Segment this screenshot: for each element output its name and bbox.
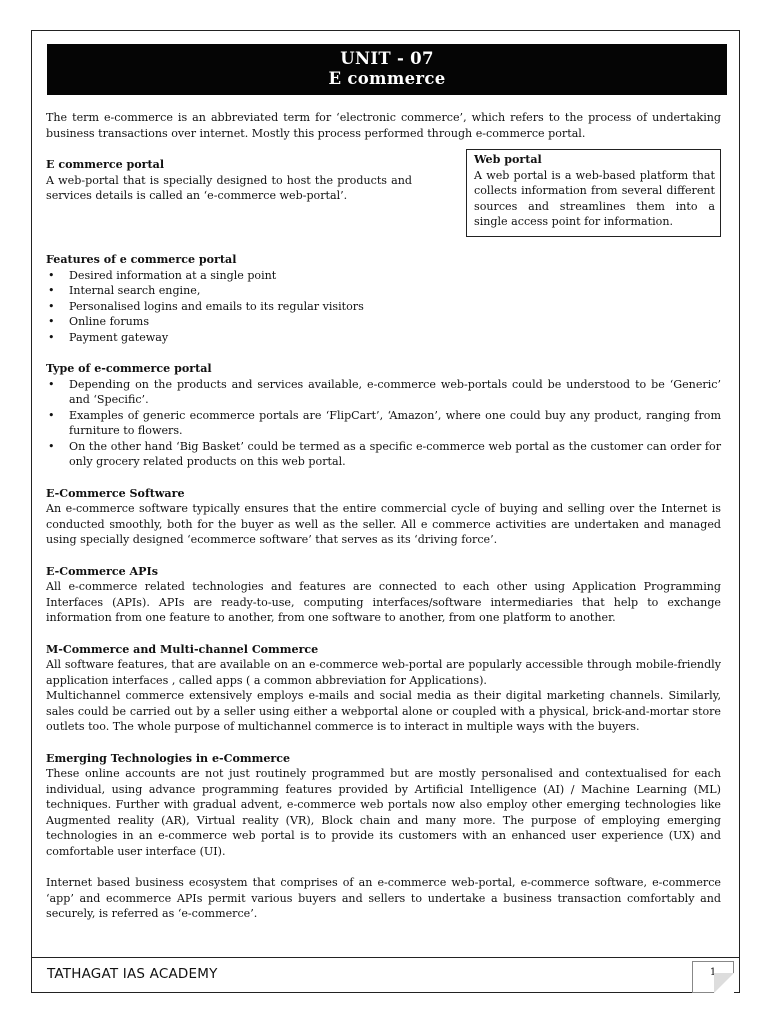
- page-curl-icon: [714, 973, 734, 993]
- list-item: • Examples of generic ecommerce portals are ‘FlipCart’, ‘Amazon’, where one could buy any product, ranging from furniture to flowers.: [48, 408, 721, 437]
- apis-heading: E-Commerce APIs: [46, 564, 158, 578]
- software-heading: E-Commerce Software: [46, 486, 185, 500]
- list-item: • On the other hand ‘Big Basket’ could be termed as a specific e-commerce web portal as the customer can order for only grocery related products on this web portal.: [48, 439, 721, 468]
- bullet-icon: •: [48, 330, 55, 344]
- academy-name: TATHAGAT IAS ACADEMY: [47, 966, 218, 982]
- unit-title: E commerce: [328, 69, 446, 88]
- bullet-icon: •: [48, 439, 55, 453]
- mcommerce-text-1: All software features, that are available on an e-commerce web-portal are popularly accessible through mobile-friendly application interfaces , called apps ( a common abbreviation for Applications).: [46, 658, 721, 687]
- unit-number: UNIT - 07: [340, 49, 434, 68]
- features-heading: Features of e commerce portal: [46, 253, 237, 266]
- web-portal-text: A web portal is a web-based platform that collects information from several different sources and streamlines them into a single access point for information.: [474, 168, 715, 228]
- bullet-icon: •: [48, 284, 55, 297]
- web-portal-box: [466, 149, 721, 237]
- apis-text: All e-commerce related technologies and features are connected to each other using Application Programming Interfaces (APIs). APIs are ready-to-use, computing interfaces/software intermediaries that help to exchange information from one feature to another, from one software to another, from one platform to another.: [46, 580, 721, 624]
- unit-header: [47, 44, 727, 95]
- mcommerce-heading: M-Commerce and Multi-channel Commerce: [46, 642, 319, 656]
- ecommerce-portal-text: A web-portal that is specially designed to host the products and services details is called an ‘e-commerce web-portal’.: [46, 173, 412, 202]
- document-body: [46, 110, 721, 922]
- intro-paragraph: The term e-commerce is an abbreviated term for ‘electronic commerce’, which refers to the process of undertaking business transactions over internet. Mostly this process performed through e-commerce portal.: [46, 111, 721, 140]
- bullet-icon: •: [48, 268, 55, 282]
- types-heading: Type of e-commerce portal: [46, 362, 212, 375]
- page-number-box: [692, 961, 734, 993]
- page-footer: [31, 957, 740, 993]
- list-item: • Personalised logins and emails to its regular visitors: [48, 299, 364, 313]
- list-item: • Internal search engine,: [48, 284, 201, 297]
- bullet-icon: •: [48, 299, 55, 313]
- bullet-icon: •: [48, 377, 55, 391]
- types-list: [46, 377, 721, 470]
- mcommerce-text-2: Multichannel commerce extensively employs e-mails and social media as their digital marketing channels. Similarly, sales could be carried out by a seller using either a webportal alone or coupled with a physical, brick-and-mortar store outlets too. The whole purpose of multichannel commerce is to interact in multiple ways with the buyers.: [46, 689, 721, 733]
- bullet-icon: •: [48, 408, 55, 422]
- list-item: • Payment gateway: [48, 330, 169, 344]
- emerging-heading: Emerging Technologies in e-Commerce: [46, 751, 291, 765]
- list-item: • Desired information at a single point: [48, 268, 277, 282]
- ecommerce-portal-heading: E commerce portal: [46, 158, 165, 171]
- web-portal-heading: Web portal: [474, 153, 542, 166]
- list-item: • Depending on the products and services available, e-commerce web-portals could be understood to be ‘Generic’ and ‘Specific’.: [48, 377, 721, 406]
- emerging-text: These online accounts are not just routinely programmed but are mostly personalised and contextualised for each individual, using advance programming features provided by Artificial Intelligence (AI) / Machine Learning (ML) techniques. Further with gradual advent, e-commerce web portals now also employ other emerging technologies like Augmented reality (AR), Virtual reality (VR), Block chain and many more. The purpose of employing emerging technologies in an e-commerce web portal is to provide its customers with an enhanced user experience (UX) and comfortable user interface (UI).: [46, 767, 721, 858]
- page-number: 1: [709, 967, 717, 978]
- features-list: [46, 268, 721, 346]
- list-item: • Online forums: [48, 315, 150, 328]
- conclusion-paragraph: Internet based business ecosystem that comprises of an e-commerce web-portal, e-commerce software, e-commerce ‘app’ and ecommerce APIs permit various buyers and sellers to undertake a business transaction comfortably and securely, is referred as ‘e-commerce’.: [46, 876, 721, 920]
- portal-section: [46, 153, 721, 237]
- bullet-icon: •: [48, 315, 55, 328]
- software-text: An e-commerce software typically ensures that the entire commercial cycle of buying and selling over the Internet is conducted smoothly, both for the buyer as well as the seller. All e commerce activities are undertaken and managed using specially designed ‘ecommerce software’ that serves as its ‘driving force’.: [46, 502, 721, 546]
